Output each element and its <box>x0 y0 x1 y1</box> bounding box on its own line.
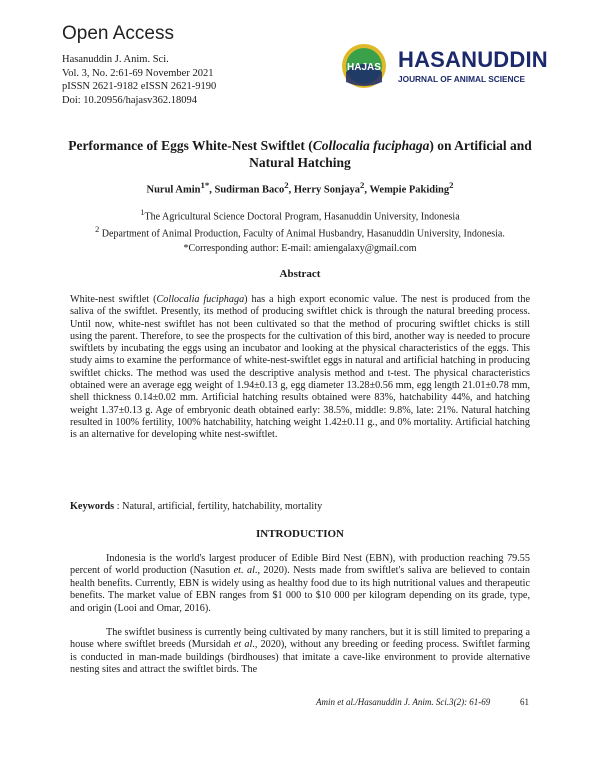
logo-subtitle: JOURNAL OF ANIMAL SCIENCE <box>398 74 526 84</box>
intro-paragraph-2: The swiftlet business is currently being cultivated by many ranchers, but it is still limited to preparing a house where swiftlet breeds (Mursidah et al., 2020), without any breeding or feeding process. Swiftlet farming is conducted in man-made buildings (birdhouses) that imitate a cave-like environment to provide alternative nesting sites and attract the swiftlet birds. The <box>70 627 530 676</box>
keywords <box>70 501 530 512</box>
journal-abbrev: Hasanuddin J. Anim. Sci. <box>62 54 169 65</box>
title-part-2: ) on Artificial and Natural Hatching <box>249 138 532 170</box>
article-title <box>62 137 538 171</box>
keywords-label: Keywords <box>70 501 115 512</box>
author-name: Sudirman Baco <box>214 184 285 196</box>
title-part-1: Performance of Eggs White-Nest Swiftlet ( <box>68 138 313 153</box>
keywords-text: : Natural, artificial, fertility, hatchability, mortality <box>114 501 323 512</box>
doi: Doi: 10.20956/hajasv362.18094 <box>62 94 198 106</box>
author-sup: 2 <box>449 180 454 190</box>
emblem-text: HAJAS <box>347 62 381 73</box>
corresponding-author: *Corresponding author: E-mail: amiengalaxy@gmail.com <box>183 243 417 254</box>
logo-name: HASANUDDIN <box>398 47 548 72</box>
issn: pISSN 2621-9182 eISSN 2621-9190 <box>62 81 217 92</box>
volume-issue: Vol. 3, No. 2:61-69 November 2021 <box>62 67 214 79</box>
author-sup: 2 <box>284 180 289 190</box>
open-access-label: Open Access <box>62 23 174 44</box>
page-number: 61 <box>520 697 529 707</box>
hajas-emblem-icon <box>340 42 388 90</box>
affiliations <box>62 206 538 241</box>
abstract-body: White-nest swiftlet (Collocalia fuciphaga) has a high export economic value. The nest is produced from the saliva of the swiftlet. Presently, its method of producing swiftlet chick is through the natural breeding process. Until now, white-nest swiftlet has not been cultivated so that the method of procuring swiftlet chicks is still using the parent. Therefore, to see the prospects for the cultivation of this bird, another way is needed to procure swiftlets by incubating the eggs using an incubator and looking at the physical characteristics of the eggs. This study aims to examine the performance of white-nest-swiftlet eggs in natural and artificial hatching in producing swiftlet chicks. The method was used the descriptive analysis method and t-test. The physical characteristics obtained were an average egg weight of 1.94±0.13 g, egg diameter 13.28±0.56 mm, egg length 21.01±0.78 mm, shell thickness 0.14±0.02 mm. Artificial hatching results obtained were 83%, hatchability 44%, and hatching weight 1.37±0.13 g. Age of embryonic death obtained early: 38.5%, middle: 9.8%, late: 21%. Natural hatching resulted in 100% fertility, 100% hatchability, hatching weight 1.42±0.11 g., and 0% mortality. Artificial hatching is an alternative for developing white nest-swiftlet. <box>70 294 531 441</box>
introduction-heading: INTRODUCTION <box>255 528 344 540</box>
author-name: Nurul Amin <box>146 184 201 196</box>
journal-meta <box>62 53 216 107</box>
intro-paragraph-1: Indonesia is the world's largest producer of Edible Bird Nest (EBN), with production reaching 79.55 percent of world production (Nasution et. al., 2020). Nests made from swiftlet's saliva are believed to contain health benefits. Currently, EBN is widely using as healthy food due to its high nutritional values and therapeutic benefits. The market value of EBN ranges from $1 000 to $10 000 per kilogram depending on its grade, type, and origin (Looi and Omar, 2016). <box>70 553 530 614</box>
journal-logo <box>340 42 550 90</box>
title-species: Collocalia fuciphaga <box>312 138 430 153</box>
author-name: Wempie Pakiding <box>369 184 450 196</box>
affiliation-1: $^1$The Agricultural Science Doctoral Program, Hasanuddin University, Indonesia <box>140 208 460 223</box>
author-list: Nurul Amin$^{1*}$, Sudirman Baco$^2$, Herry Sonjaya$^2$, Wempie Pakiding$^2$ <box>146 180 454 196</box>
author-sup: 2 <box>360 180 365 190</box>
author-name: Herry Sonjaya <box>293 184 361 196</box>
abstract-heading: Abstract <box>279 268 321 280</box>
abstract-species: Collocalia fuciphaga <box>156 294 245 305</box>
author-sup: 1* <box>200 180 210 190</box>
footer-citation: Amin et al./Hasanuddin J. Anim. Sci.3(2): 61-69 <box>316 697 491 707</box>
affiliation-2: $^2$ Department of Animal Production, Faculty of Animal Husbandry, Hasanuddin University, Indonesia. <box>95 225 505 240</box>
